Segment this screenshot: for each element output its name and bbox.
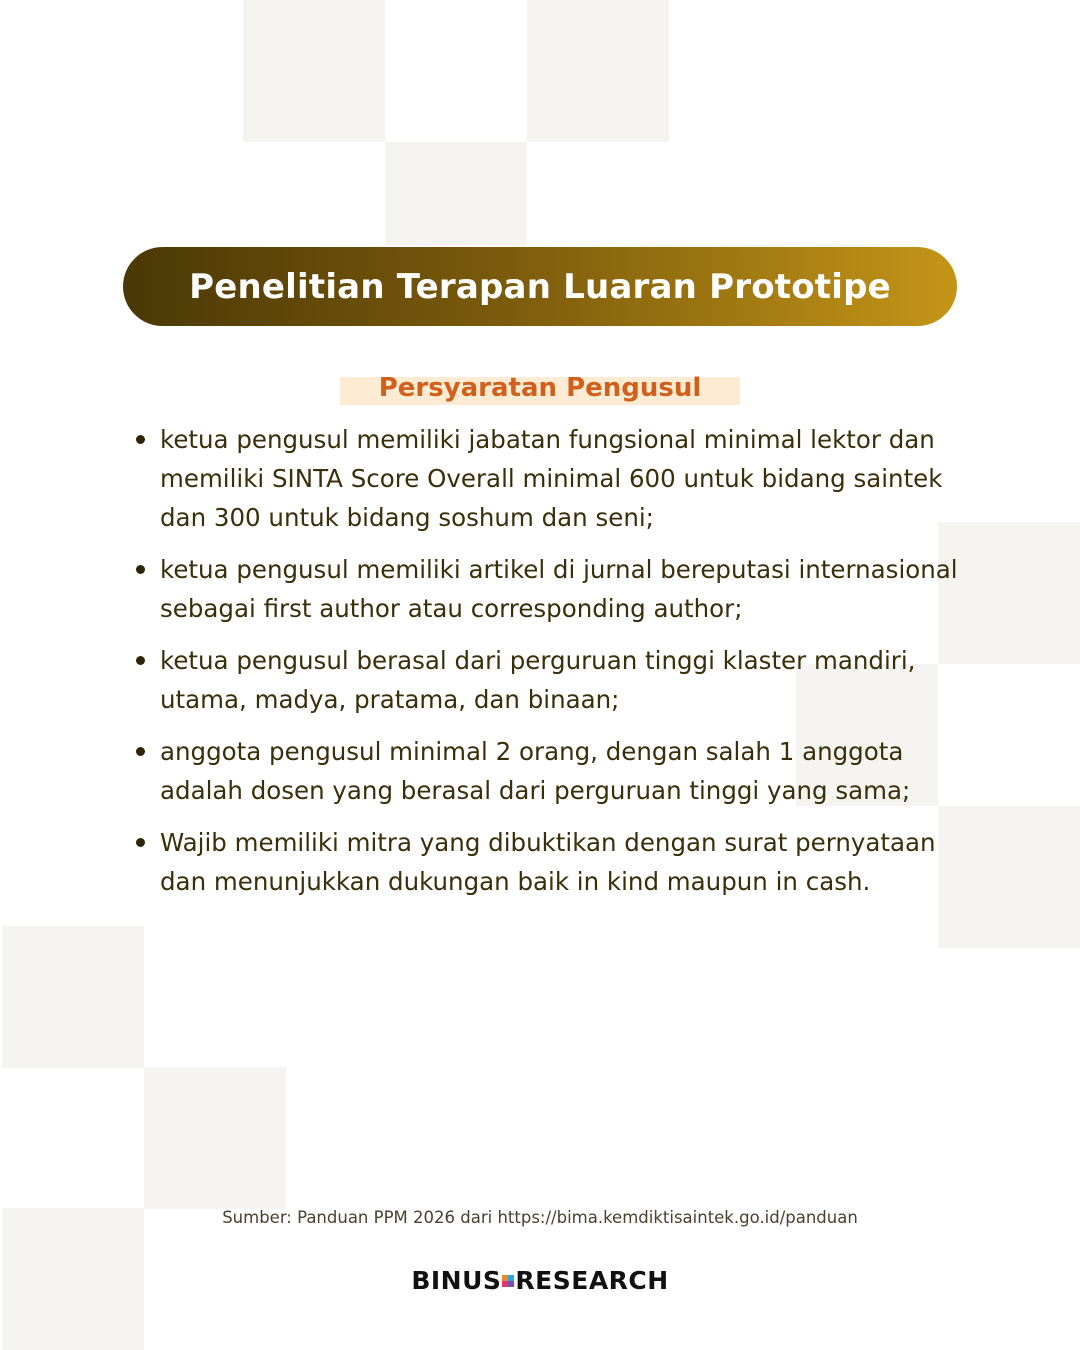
list-item: [160, 823, 980, 901]
background-tile: [2, 926, 144, 1068]
logo-mark-icon: [502, 1275, 514, 1287]
list-item-text: anggota pengusul minimal 2 orang, dengan salah 1 anggota adalah dosen yang berasal dari perguruan tinggi yang sama;: [160, 737, 911, 805]
list-item: [160, 420, 980, 537]
source-citation: Sumber: Panduan PPM 2026 dari https://bima.kemdiktisaintek.go.id/panduan: [222, 1208, 858, 1227]
list-item: [160, 641, 980, 719]
logo-text-right: RESEARCH: [515, 1266, 669, 1295]
page-title: Penelitian Terapan Luaran Prototipe: [189, 266, 891, 307]
background-tile: [243, 0, 385, 142]
list-item-text: ketua pengusul berasal dari perguruan tinggi klaster mandiri, utama, madya, pratama, dan binaan;: [160, 646, 916, 714]
binus-research-logo: [0, 1266, 1080, 1295]
logo-text-left: BINUS: [411, 1266, 502, 1295]
section-subtitle: Persyaratan Pengusul: [378, 373, 702, 403]
bullet-icon: [136, 565, 145, 574]
bullet-icon: [136, 656, 145, 665]
list-item: [160, 550, 980, 628]
background-tile: [527, 0, 669, 142]
title-banner: [123, 247, 957, 326]
bullet-icon: [136, 838, 145, 847]
bullet-icon: [136, 435, 145, 444]
background-tile: [144, 1067, 286, 1209]
background-tile: [385, 142, 527, 245]
list-item-text: ketua pengusul memiliki jabatan fungsional minimal lektor dan memiliki SINTA Score Overall minimal 600 untuk bidang saintek dan 300 untuk bidang soshum dan seni;: [160, 425, 943, 532]
list-item-text: ketua pengusul memiliki artikel di jurnal bereputasi internasional sebagai first author atau corresponding author;: [160, 555, 958, 623]
bullet-icon: [136, 747, 145, 756]
list-item: [160, 732, 980, 810]
requirements-list: [160, 420, 980, 914]
list-item-text: Wajib memiliki mitra yang dibuktikan dengan surat pernyataan dan menunjukkan dukungan baik in kind maupun in cash.: [160, 828, 936, 896]
